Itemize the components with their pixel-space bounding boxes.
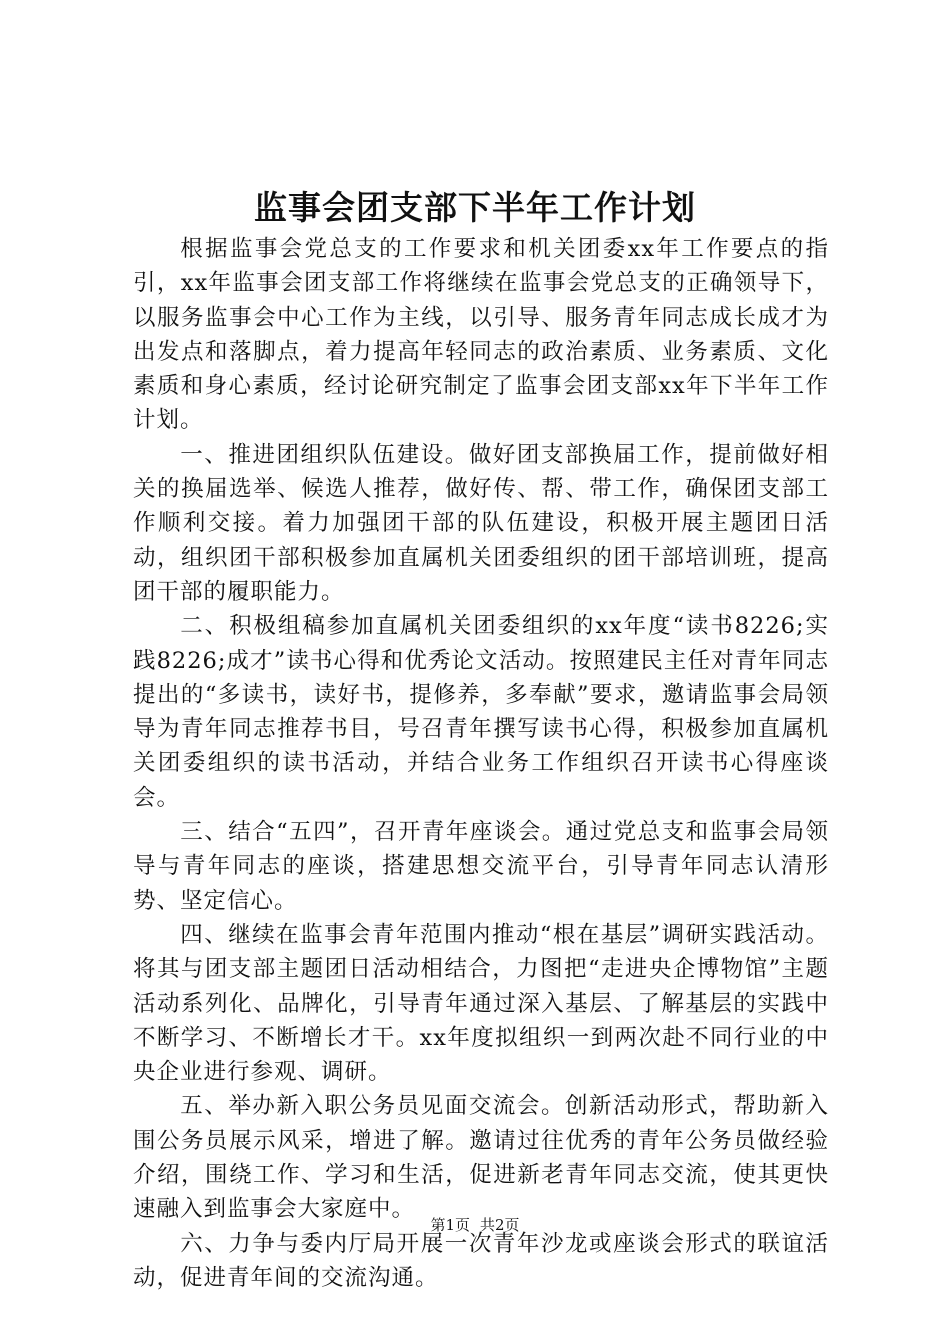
- paragraph-item-4: 四、继续在监事会青年范围内推动“根在基层”调研实践活动。将其与团支部主题团日活动相结合，力图把“走进央企博物馆”主题活动系列化、品牌化，引导青年通过深入基层、了解基层的实践中不断学习、不断增长才干。xx年度拟组织一到两次赴不同行业的中央企业进行参观、调研。: [133, 921, 829, 1086]
- page-number: 第1页: [430, 1216, 470, 1234]
- document-body: [133, 232, 829, 1295]
- page-title: 监事会团支部下半年工作计划: [254, 188, 696, 227]
- paragraph-item-5: 五、举办新入职公务员见面交流会。创新活动形式，帮助新入围公务员展示风采，增进了解。邀请过往优秀的青年公务员做经验介绍，围绕工作、学习和生活，促进新老青年同志交流，使其更快速融入到监事会大家庭中。: [133, 1093, 829, 1223]
- paragraph-item-1: 一、推进团组织队伍建设。做好团支部换届工作，提前做好相关的换届选举、候选人推荐，做好传、帮、带工作，确保团支部工作顺利交接。着力加强团干部的队伍建设，积极开展主题团日活动，组织团干部积极参加直属机关团委组织的团干部培训班，提高团干部的履职能力。: [133, 441, 829, 605]
- page-total: 共2页: [480, 1216, 520, 1234]
- paragraph-item-6: 六、力争与委内厅局开展一次青年沙龙或座谈会形式的联谊活动，促进青年间的交流沟通。: [133, 1230, 829, 1291]
- paragraph-intro: 根据监事会党总支的工作要求和机关团委xx年工作要点的指引，xx年监事会团支部工作将继续在监事会党总支的正确领导下，以服务监事会中心工作为主线，以引导、服务青年同志成长成才为出发点和落脚点，着力提高年轻同志的政治素质、业务素质、文化素质和身心素质，经讨论研究制定了监事会团支部xx年下半年工作计划。: [133, 236, 829, 434]
- page-footer: [0, 1214, 950, 1236]
- paragraph-item-2: 二、积极组稿参加直属机关团委组织的xx年度“读书8226;实践8226;成才”读书心得和优秀论文活动。按照建民主任对青年同志提出的“多读书，读好书，提修养，多奉献”要求，邀请监事会局领导为青年同志推荐书目，号召青年撰写读书心得，积极参加直属机关团委组织的读书活动，并结合业务工作组织召开读书心得座谈会。: [133, 613, 829, 811]
- paragraph-item-3: 三、结合“五四”，召开青年座谈会。通过党总支和监事会局领导与青年同志的座谈，搭建思想交流平台，引导青年同志认清形势、坚定信心。: [133, 819, 829, 914]
